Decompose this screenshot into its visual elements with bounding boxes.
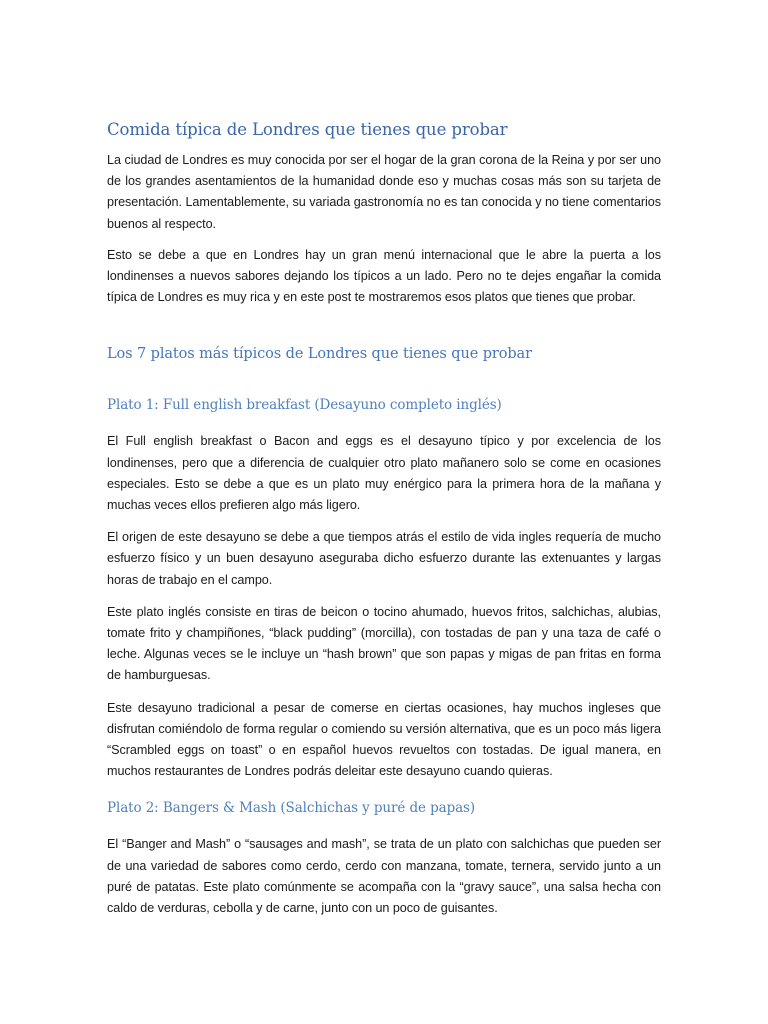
dish-1-paragraph-1: El Full english breakfast o Bacon and eggs es el desayuno típico y por excelencia de los londinenses, pero que a diferencia de cualquier otro plato mañanero solo se come en ocasiones especiales. Esto se debe a que es un plato muy enérgico para la primera hora de la mañana y muchas veces ellos prefieren algo más ligero. bbox=[107, 434, 661, 513]
dish-1-heading: Plato 1: Full english breakfast (Desayuno completo inglés) bbox=[107, 397, 502, 414]
intro-paragraph-1: La ciudad de Londres es muy conocida por ser el hogar de la gran corona de la Reina y por ser uno de los grandes asentamientos de la humanidad donde eso y muchas cosas más son su tarjeta de presentación. Lamentablemente, su variada gastronomía no es tan conocida y no tiene comentarios buenos al respecto. bbox=[107, 153, 661, 231]
document-title: Comida típica de Londres que tienes que probar bbox=[107, 120, 508, 139]
dish-1-paragraph-2: El origen de este desayuno se debe a que tiempos atrás el estilo de vida ingles requería de mucho esfuerzo físico y un buen desayuno aseguraba dicho esfuerzo durante las extenuantes y largas horas de trabajo en el campo. bbox=[107, 530, 661, 587]
dish-1-paragraph-4: Este desayuno tradicional a pesar de comerse en ciertas ocasiones, hay muchos ingleses que disfrutan comiéndolo de forma regular o comiendo su versión alternativa, que es un poco más ligera “Scrambled eggs on toast” o en español huevos revueltos con tostadas. De igual manera, en muchos restaurantes de Londres podrás deleitar este desayuno cuando quieras. bbox=[107, 700, 661, 779]
dish-1-paragraph-3: Este plato inglés consiste en tiras de beicon o tocino ahumado, huevos fritos, salchichas, alubias, tomate frito y champiñones, “black pudding” (morcilla), con tostadas de pan y una taza de café o leche. Algunas veces se le incluye un “hash brown” que son papas y migas de pan fritas en forma de hamburguesas. bbox=[107, 604, 661, 683]
section-heading: Los 7 platos más típicos de Londres que tienes que probar bbox=[107, 346, 532, 363]
document-page bbox=[107, 118, 661, 919]
dish-2-paragraph-1: El “Banger and Mash” o “sausages and mash”, se trata de un plato con salchichas que pueden ser de una variedad de sabores como cerdo, cerdo con manzana, tomate, ternera, servido junto a un puré de patatas. Este plato comúnmente se acompaña con la “gravy sauce”, una salsa hecha con caldo de verduras, cebolla y de carne, junto con un poco de guisantes. bbox=[107, 837, 661, 916]
intro-paragraph-2: Esto se debe a que en Londres hay un gran menú internacional que le abre la puerta a los londinenses a nuevos sabores dejando los típicos a un lado. Pero no te dejes engañar la comida típica de Londres es muy rica y en este post te mostraremos esos platos que tienes que probar. bbox=[107, 247, 661, 305]
dish-2-heading: Plato 2: Bangers & Mash (Salchichas y puré de papas) bbox=[107, 800, 476, 817]
